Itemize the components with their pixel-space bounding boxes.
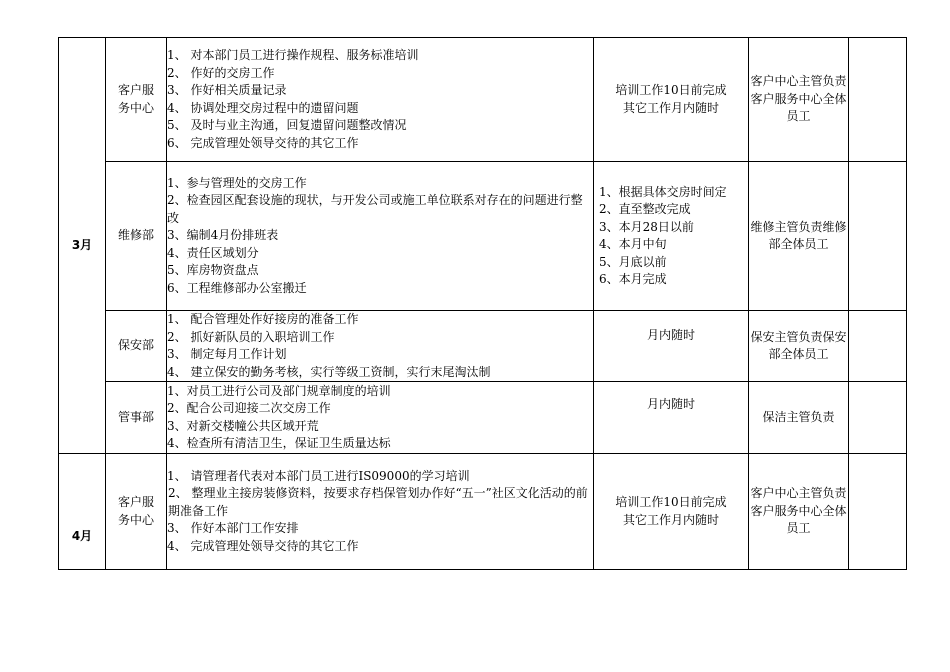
remark-cell [849, 38, 907, 162]
task-line: 1、对员工进行公司及部门规章制度的培训 [167, 383, 391, 398]
task-line: 2、 抓好新队员的入职培训工作 [167, 329, 335, 344]
timeline-cell [594, 38, 749, 162]
task-line: 3、 制定每月工作计划 [167, 347, 287, 361]
remark-cell [849, 454, 907, 570]
tasks-cell [167, 454, 594, 570]
dept-cell: 管事部 [106, 382, 167, 454]
owner-cell: 客户中心主管负责客户服务中心全体员工 [749, 454, 849, 570]
task-line: 4、责任区域划分 [167, 245, 259, 260]
table-row [59, 311, 907, 382]
month-cell-april: 4月 [59, 454, 106, 570]
task-line: 5、 及时与业主沟通，回复遗留问题整改情况 [167, 118, 407, 132]
task-line: 3、对新交楼幢公共区域开荒 [167, 418, 319, 433]
owner-cell: 维修主管负责维修部全体员工 [749, 162, 849, 311]
table-row [59, 382, 907, 454]
dept-cell: 维修部 [106, 162, 167, 311]
timeline-line: 6、本月完成 [599, 272, 667, 286]
task-line: 6、工程维修部办公室搬迁 [167, 280, 307, 295]
tasks-cell [167, 311, 594, 382]
task-line: 1、 请管理者代表对本部门员工进行IS09000的学习培训 [167, 468, 470, 483]
timeline-line: 培训工作10日前完成 [615, 83, 727, 97]
task-line: 2、检查园区配套设施的现状，与开发公司或施工单位联系对存在的问题进行整改 [167, 193, 583, 225]
dept-cell: 客户服务中心 [106, 454, 167, 570]
task-line: 1、参与管理处的交房工作 [167, 175, 307, 190]
owner-cell: 保洁主管负责 [749, 382, 849, 454]
timeline-line: 其它工作月内随时 [622, 512, 719, 527]
task-line: 3、 作好本部门工作安排 [167, 521, 299, 536]
task-line: 2、 整理业主接房装修资料，按要求存档保管划办作好“五一”社区文化活动的前期准备工作 [168, 486, 588, 518]
timeline-line: 4、本月中旬 [599, 237, 667, 251]
timeline-line: 月内随时 [646, 397, 695, 411]
tasks-cell [167, 382, 594, 454]
table-row [59, 38, 907, 162]
task-line: 4、检查所有清洁卫生，保证卫生质量达标 [167, 436, 391, 450]
task-line: 4、 协调处理交房过程中的遗留问题 [167, 100, 359, 115]
task-line: 4、 完成管理处领导交待的其它工作 [167, 538, 359, 553]
timeline-cell [594, 162, 749, 311]
timeline-line: 培训工作10日前完成 [615, 495, 727, 509]
month-cell-march: 3月 [59, 38, 106, 454]
remark-cell [849, 382, 907, 454]
task-line: 5、库房物资盘点 [167, 263, 259, 278]
owner-cell: 保安主管负责保安部全体员工 [749, 311, 849, 382]
task-line: 1、 对本部门员工进行操作规程、服务标准培训 [167, 48, 419, 62]
tasks-cell [167, 38, 594, 162]
task-line: 4、 建立保安的勤务考核，实行等级工资制，实行末尾淘汰制 [167, 364, 491, 379]
timeline-line: 其它工作月内随时 [622, 100, 719, 115]
tasks-cell [167, 162, 594, 311]
task-line: 1、 配合管理处作好接房的准备工作 [167, 312, 359, 326]
task-line: 3、编制4月份排班表 [167, 228, 279, 243]
task-line: 3、 作好相关质量记录 [167, 83, 287, 97]
task-line: 2、 作好的交房工作 [167, 65, 275, 80]
remark-cell [849, 162, 907, 311]
timeline-line: 3、本月28日以前 [599, 219, 694, 234]
remark-cell [849, 311, 907, 382]
task-line: 2、配合公司迎接二次交房工作 [167, 401, 331, 415]
owner-cell: 客户中心主管负责客户服务中心全体员工 [749, 38, 849, 162]
dept-cell: 客户服务中心 [106, 38, 167, 162]
dept-cell: 保安部 [106, 311, 167, 382]
timeline-cell [594, 382, 749, 454]
timeline-cell [594, 311, 749, 382]
timeline-line: 1、根据具体交房时间定 [599, 184, 727, 199]
timeline-cell [594, 454, 749, 570]
timeline-line: 5、月底以前 [599, 254, 667, 269]
table-row [59, 162, 907, 311]
timeline-line: 2、直至整改完成 [599, 202, 691, 216]
task-line: 6、 完成管理处领导交待的其它工作 [167, 135, 359, 150]
timeline-line: 月内随时 [646, 328, 695, 342]
table-row [59, 454, 907, 570]
work-plan-table [58, 37, 907, 570]
